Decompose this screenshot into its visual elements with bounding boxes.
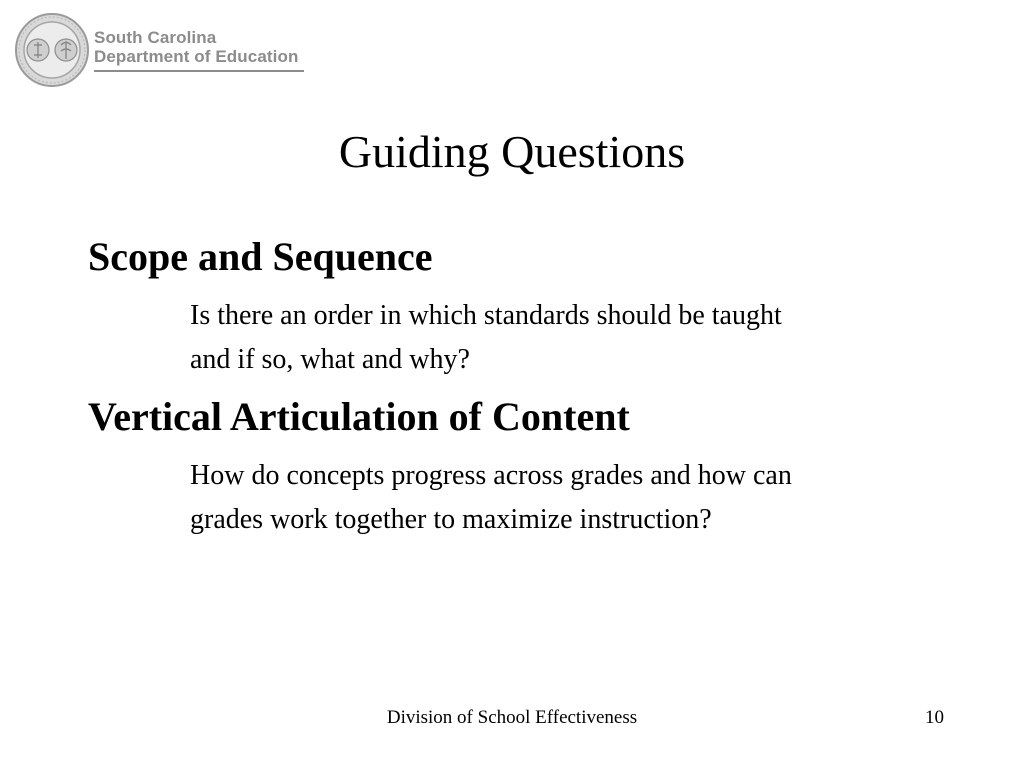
section-body-scope-and-sequence <box>190 294 950 382</box>
section-heading-scope-and-sequence: Scope and Sequence <box>88 234 433 279</box>
slide-title: Guiding Questions <box>338 126 686 177</box>
state-seal-icon <box>14 12 90 88</box>
page-number: 10 <box>925 707 944 728</box>
logo-line-2: Department of Education <box>94 47 299 66</box>
body-line: grades work together to maximize instruction? <box>190 504 712 535</box>
logo-divider <box>94 70 304 72</box>
footer-division-name: Division of School Effectiveness <box>386 707 638 728</box>
section-body-vertical-articulation <box>190 454 950 542</box>
body-line: and if so, what and why? <box>190 344 470 375</box>
body-line: How do concepts progress across grades and how can <box>190 460 792 491</box>
section-heading-vertical-articulation: Vertical Articulation of Content <box>88 394 630 439</box>
body-line: Is there an order in which standards should be taught <box>190 300 782 331</box>
sc-department-of-education-logo <box>14 12 314 88</box>
logo-wordmark <box>94 28 298 66</box>
logo-line-1: South Carolina <box>94 28 217 47</box>
